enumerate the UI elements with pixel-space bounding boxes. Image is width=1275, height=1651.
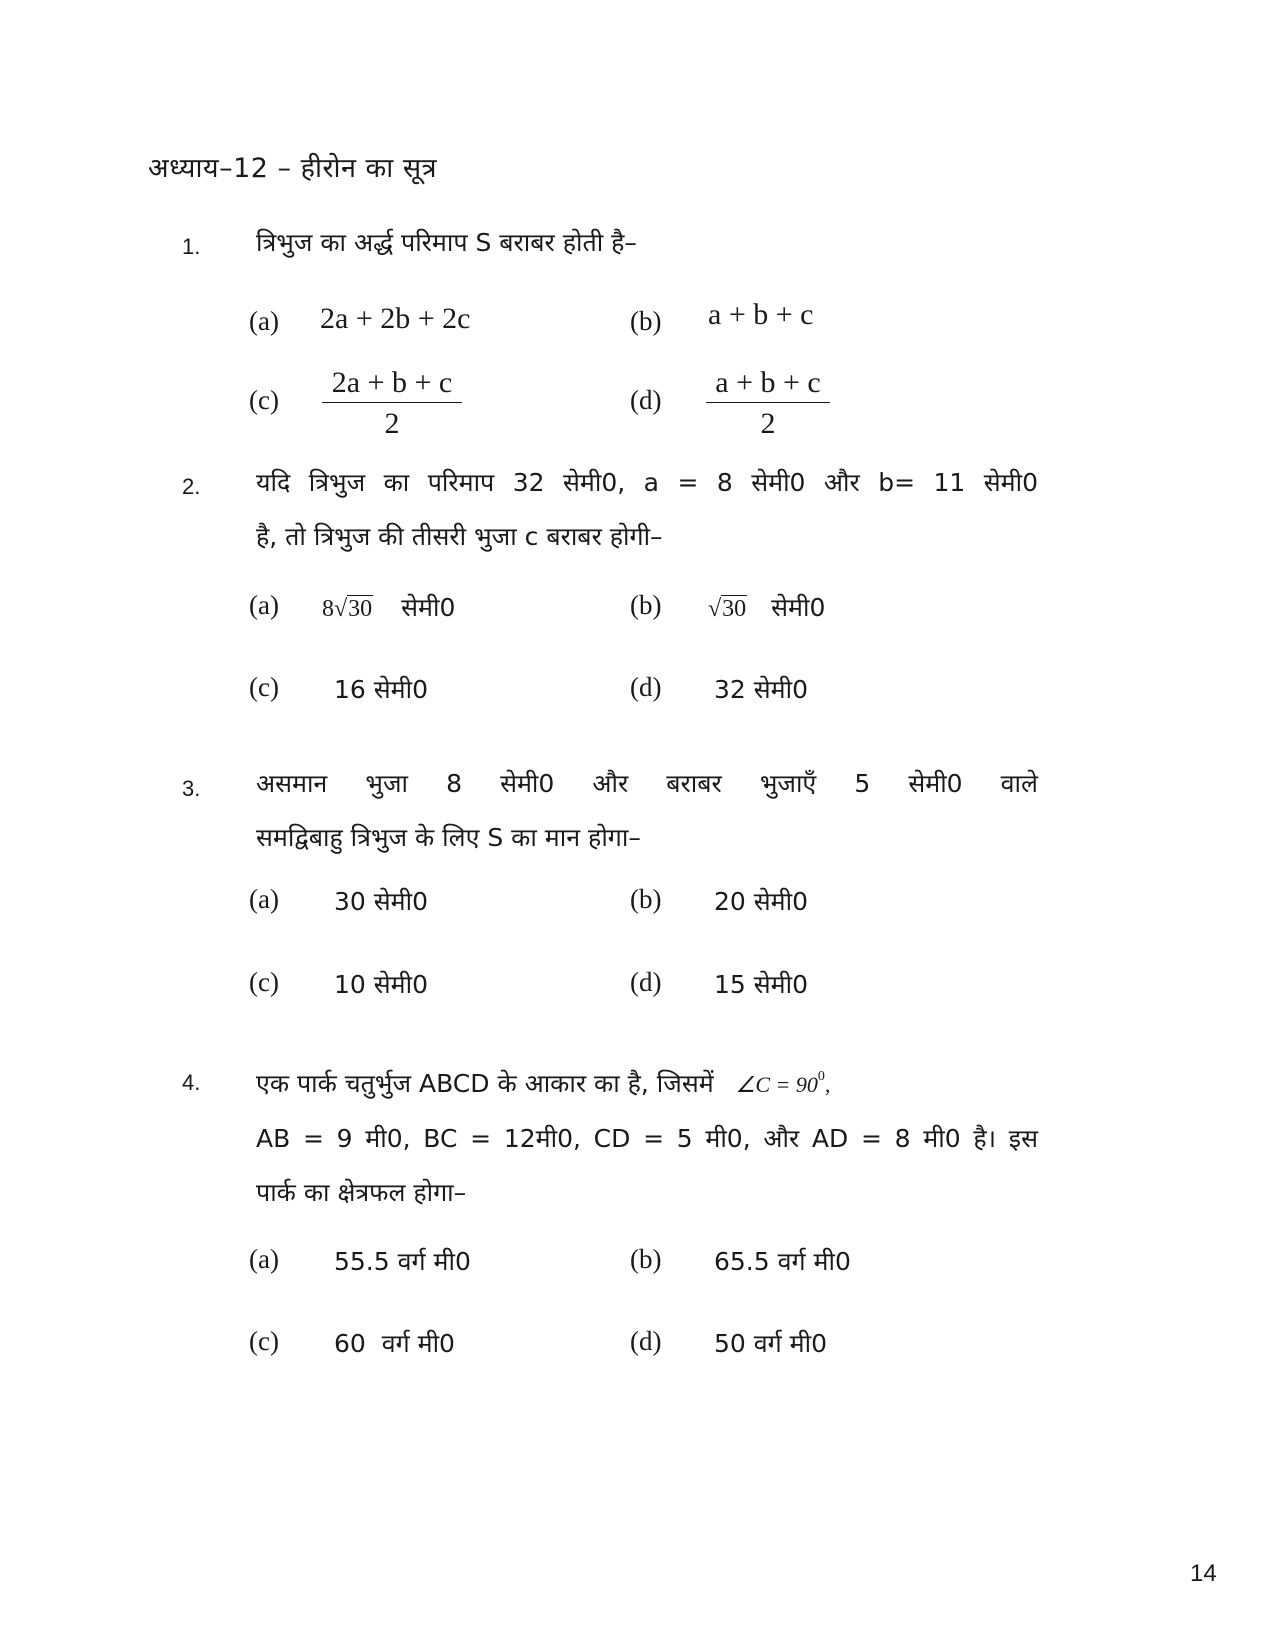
question-line: समद्विबाहु त्रिभुज के लिए S का मान होगा– xyxy=(256,823,641,852)
option-label: (b) xyxy=(630,1244,662,1274)
option-value: 55.5 वर्ग मी0 xyxy=(334,1247,471,1276)
sqrt-coefficient: 8 xyxy=(322,596,334,622)
question-2-number: 2. xyxy=(182,474,201,499)
question-line: है, तो त्रिभुज की तीसरी भुजा c बराबर होगी– xyxy=(256,522,663,551)
option-label: (c) xyxy=(249,967,279,997)
question-3-text xyxy=(256,757,1038,865)
question-1-number: 1. xyxy=(182,234,201,259)
question-line-text: एक पार्क चतुर्भुज ABCD के आकार का है, जिसमें xyxy=(256,1069,714,1098)
question-line: पार्क का क्षेत्रफल होगा– xyxy=(256,1178,467,1207)
option-label: (c) xyxy=(249,1326,279,1356)
option-value xyxy=(322,590,455,624)
option-label: (a) xyxy=(249,590,279,620)
question-4-text xyxy=(256,1050,1038,1220)
angle-condition xyxy=(735,1069,831,1097)
option-label: (d) xyxy=(630,967,662,997)
option-label: (c) xyxy=(249,672,279,702)
unit: सेमी0 xyxy=(771,593,826,622)
fraction-numerator: 2a + b + c xyxy=(322,366,462,403)
option-value: 60 वर्ग मी0 xyxy=(334,1329,455,1358)
question-1-text xyxy=(256,216,1038,270)
option-value: 30 सेमी0 xyxy=(334,887,428,916)
question-4-number: 4. xyxy=(182,1070,201,1095)
option-value xyxy=(708,590,825,624)
option-label: (b) xyxy=(630,590,662,620)
question-line xyxy=(256,1050,1038,1112)
option-value: 10 सेमी0 xyxy=(334,970,428,999)
option-value: 15 सेमी0 xyxy=(714,970,808,999)
degree-mark: 0 xyxy=(817,1069,825,1084)
sqrt-expression: √30 xyxy=(708,596,747,622)
question-line: AB = 9 मी0, BC = 12मी0, CD = 5 मी0, और AD = 8 मी0 है। इस xyxy=(256,1124,1038,1153)
option-label: (a) xyxy=(249,1244,279,1274)
question-line: यदि त्रिभुज का परिमाप 32 सेमी0, a = 8 सेमी0 और b= 11 सेमी0 xyxy=(256,468,1038,497)
option-value: 50 वर्ग मी0 xyxy=(714,1329,828,1358)
option-label: (b) xyxy=(630,306,662,336)
angle-expression: ∠C = 90 xyxy=(735,1072,818,1097)
fraction xyxy=(706,366,830,441)
fraction-denominator: 2 xyxy=(384,407,400,440)
angle-trail: , xyxy=(824,1072,831,1097)
question-3-number: 3. xyxy=(182,776,201,801)
question-line: त्रिभुज का अर्द्ध परिमाप S बराबर होती है– xyxy=(256,228,637,257)
option-value: 20 सेमी0 xyxy=(714,887,808,916)
option-label: (a) xyxy=(249,306,279,336)
option-label: (d) xyxy=(630,672,662,702)
question-2-text xyxy=(256,456,1038,564)
fraction-numerator: a + b + c xyxy=(706,366,830,403)
option-label: (c) xyxy=(249,385,279,415)
fraction-denominator: 2 xyxy=(760,407,776,440)
option-value: 32 सेमी0 xyxy=(714,675,808,704)
option-label: (d) xyxy=(630,1326,662,1356)
fraction xyxy=(322,366,462,441)
sqrt-radicand: 30 xyxy=(722,596,747,622)
option-value: 16 सेमी0 xyxy=(334,675,428,704)
option-value: 2a + 2b + 2c xyxy=(320,302,471,335)
sqrt-expression: 8√30 xyxy=(322,596,373,622)
unit: सेमी0 xyxy=(401,593,456,622)
sqrt-radicand: 30 xyxy=(348,596,373,622)
question-line: असमान भुजा 8 सेमी0 और बराबर भुजाएँ 5 सेमी0 वाले xyxy=(256,769,1038,798)
option-label: (d) xyxy=(630,385,662,415)
option-value: 65.5 वर्ग मी0 xyxy=(714,1247,851,1276)
chapter-title: अध्याय–12 – हीरोन का सूत्र xyxy=(148,153,438,184)
option-label: (a) xyxy=(249,884,279,914)
option-label: (b) xyxy=(630,884,662,914)
option-value: a + b + c xyxy=(708,298,814,331)
page-number: 14 xyxy=(1190,1560,1217,1587)
